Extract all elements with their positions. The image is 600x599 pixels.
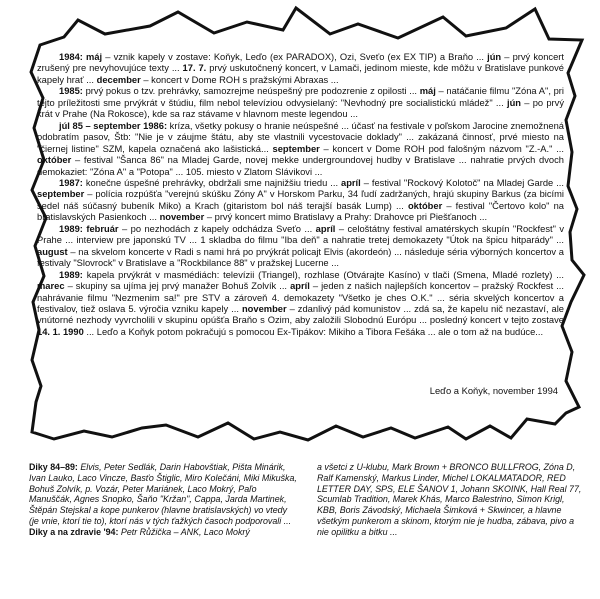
thanks-left-column (29, 462, 297, 538)
history-1984: 1984: máj – vznik kapely v zostave: Koňyk, Leďo (ex PARADOX), Ozi, Sveťo (ex EX TIP) a Braňo ... jún – prvý koncert zrušený pre nevyhovujúce texty ... 17. 7. prvý uskutočnený koncert, v Lamači, jedinom mieste, kde môžu v Bratislave punkové kapely hrať ... december – koncert v Dome ROH s pražskými Abraxas ... (37, 52, 564, 85)
history-1989-a: 1989: február – po nezhodách z kapely odchádza Sveťo ... apríl – celoštátny festival amatérskych skupín "Rockfest" v Prahe ... interview pre japonskú TV ... 1 skladba do filmu "Iba deň" a nahratie tretej demokazety "Útok na špicu hitparády" ... august – na skvelom koncerte v Radi s nami hrá po prvýkrát policajt Elvis (akordeón) ... následuje séria výborných koncertov a festivaly "Slovrock" v Bratislave a "Rockbilance 88" v pražskej Lucerne ... (37, 223, 565, 269)
history-1989-b: 1989: kapela prvýkrát v masmédiách: televízii (Triangel), rozhlase (Otvárajte Kasíno) v tlači (Smena, Mladé rozlety) ... marec – skupiny sa ujíma jej prvý manažer Bohuš Zolvík ... apríl – jeden z našich najlepších koncertov – pražský Rockfest ... nahrávanie filmu "Nezmenim sa!" pre STV a zároveň 4. demokazety "Všetko je ches O.K." ... séria skvelých koncertov a festivalov, tiež oslava 5. výročia vzniku kapely ... november – zdanlivý pád komunistov ... zdá sa, že kapelu nič nezastaví, ale vnútorné nezhody vyvrcholili v skupinu opúšťa Braňo s Ozim, aby založili Slobodnú Európu ... posledný koncert v tejto zostave 14. 1. 1990 ... Leďo a Koňyk potom pokračujú s pomocou Ex-Tipákov: Mikiho a Tibora Fešáka ... ale o tom až na budúce... (37, 269, 564, 337)
signature: Leďo a Koňyk, november 1994 (429, 385, 558, 396)
thanks-names-84-89: Elvis, Peter Sedlák, Darin Habovštiak, Pišta Minárik, Ivan Lauko, Laco Vincze, Basťo Štiglic, Miro Kolečáni, Miki Mikuška, Bohuš Zolvík, p. Vozár, Peter Mariánek, Laco Mokrý, Paľo Manuščák, Agnes Snopko, Šaňo "Kržan", Cappa, Jarda Martinek, Štěpán Stejskal a kope punkerov (hlavne bratislavských) vo vtedy (je vnie, ktorí tie to), ktorí nás v tých ťažkých časoch podporovali ... (29, 462, 297, 526)
history-1985: 1985: prvý pokus o tzv. prehrávky, samozrejme neúspešný pre podozrenie z opilosti ... máj – natáčanie filmu "Zóna A", pri tejto príležitosti sme prvýkrát v štúdiu, film nebol televíziou odvysielaný: "Nevhodný pre socialistickú mládež" ... jún – po prvý krát v Prahe (Na Rokosce), kde sa raz stávame v hlavnom meste legendou ... (37, 86, 565, 120)
thanks-right-column (317, 462, 585, 538)
history-1987: 1987: konečne úspešné prehrávky, obdržali sme najnižšiu triedu ... apríl – festival "Rockový Kolotoč" na Mladej Garde ... september – polícia rozpúšťa "verejnú skúšku Zóny A" v Horskom Parku, 34 ľudí zadržaných, hrajú skupiny Barkus (za bicími sedel náš súčasný bubeník Miko) a Krach (gitaristom bol náš terajší basák Lump) ... október – festival "Čertovo kolo" na bratislavských Pasienkoch ... november – prvý koncert mimo Bratislavy a Prahy: Drahovce pri Piešťanoch ... (37, 177, 564, 223)
thanks-names-94: Petr Růžička – ANK, Laco Mokrý (118, 526, 250, 537)
thanks-label-84-89: Diky 84–89: (29, 462, 78, 472)
thanks-label-94: Diky a na zdravie '94: (29, 526, 119, 537)
band-history (37, 52, 564, 338)
history-1985-1986: júl 85 – september 1986: kríza, všetky pokusy o hranie neúspešné ... účasť na festivale v poľskom Jarocine znemožnená odobratím pasov, Štb: "Nie je v záujme štátu, aby ste vlastnili vycestovacie doklady" ... zakázaná činnosť, prvé miesto na "čiernej listine" SZM, kapela označená ako lašistická... september – koncert v Dome ROH pod falošným názvom "Z.-A." ... október – festival "Šanca 86" na Mladej Garde, novej mekke undergroundovej hudby v Bratislave ... nahratie prvých dvoch demokaziet: "Zóna A" a "Potopa" ... 105. miesto v Zlatom Slávikovi ... (37, 120, 565, 177)
thanks-names-continued: a všetci z U-klubu, Mark Brown + BRONCO BULLFROG, Zóna D, Ralf Kamenský, Markus Linder, Michel LOKALMATADOR, RED LETTER DAY, SPS, ELE ŠANOV 1, Johann SKOINK, Hall Real 77, Scumlab Tradition, Marek Khás, Marco Balestrino, Simon Krigl, KBB, Boris Závodský, Michaela Šimková + Skwincer, a hlavne všetkým punkerom a skinom, ktorým nie je hudba, zábava, pivo a nie opilitku a bitku ... (317, 462, 582, 537)
